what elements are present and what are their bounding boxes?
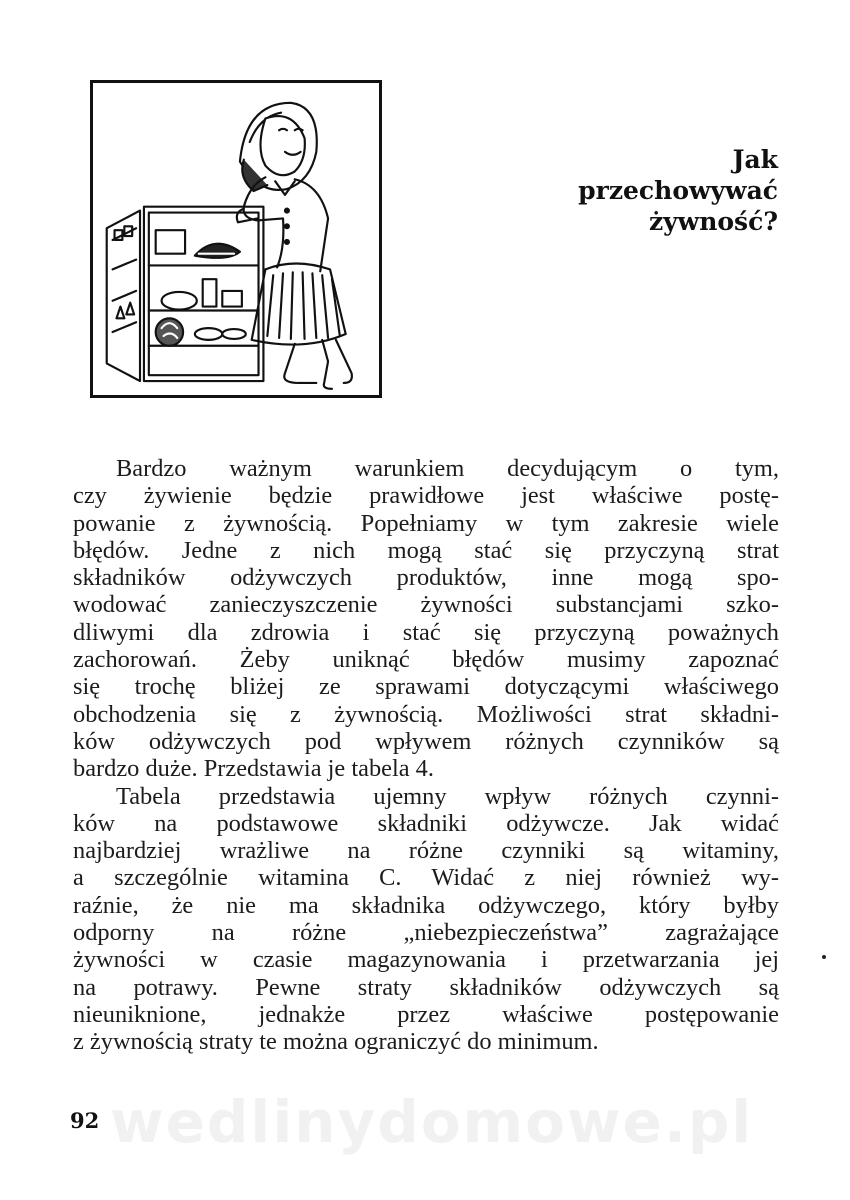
text-line: wodować zanieczyszczenie żywności substancjami szko- [73,591,779,619]
title-line-3: żywność? [648,207,778,236]
title-line-1: Jak [732,145,778,174]
body-text [73,455,779,1056]
text-line: powanie z żywnością. Popełniamy w tym zakresie wiele [73,509,779,537]
text-line: obchodzenia się z żywnością. Możliwości strat składni- [73,700,779,728]
text-line: czy żywienie będzie prawidłowe jest właściwe postę- [73,482,779,510]
print-speck [822,955,826,959]
text-line: a szczególnie witamina C. Widać z niej również wy- [73,864,779,892]
text-line: zachorowań. Żeby uniknąć błędów musimy zapoznać [73,646,779,674]
text-line: ków odżywczych pod wpływem różnych czynników są [73,727,779,755]
text-line: raźnie, że nie ma składnika odżywczego, który byłby [73,891,779,919]
watermark: wedlinydomowe.pl [110,1088,754,1156]
text-line: nieuniknione, jednakże przez właściwe postępowanie [73,1000,779,1028]
text-line: na potrawy. Pewne straty składników odżywczych są [73,973,779,1001]
text-line: z żywnością straty te można ograniczyć do minimum. [73,1028,599,1056]
text-line: najbardziej wrażliwe na różne czynniki są witaminy, [73,837,779,865]
text-line: żywności w czasie magazynowania i przetwarzania jej [73,946,779,974]
text-line: odporny na różne „niebezpieczeństwa” zagrażające [73,919,779,947]
woman-opening-refrigerator-icon [90,80,382,398]
text-line: się trochę bliżej ze sprawami dotyczącymi właściwego [73,673,779,701]
text-line: Tabela przedstawia ujemny wpływ różnych czynni- [116,782,779,810]
text-line: ków na podstawowe składniki odżywcze. Jak widać [73,809,779,837]
page-title [578,144,778,237]
text-line: błędów. Jedne z nich mogą stać się przyczyną strat [73,536,779,564]
page-number: 92 [70,1108,100,1133]
text-line: Bardzo ważnym warunkiem decydującym o tym, [116,455,779,482]
title-line-2: przechowywać [578,176,778,205]
text-line: składników odżywczych produktów, inne mogą spo- [73,564,779,592]
text-line: bardzo duże. Przedstawia je tabela 4. [73,755,434,783]
text-line: dliwymi dla zdrowia i stać się przyczyną poważnych [73,618,779,646]
